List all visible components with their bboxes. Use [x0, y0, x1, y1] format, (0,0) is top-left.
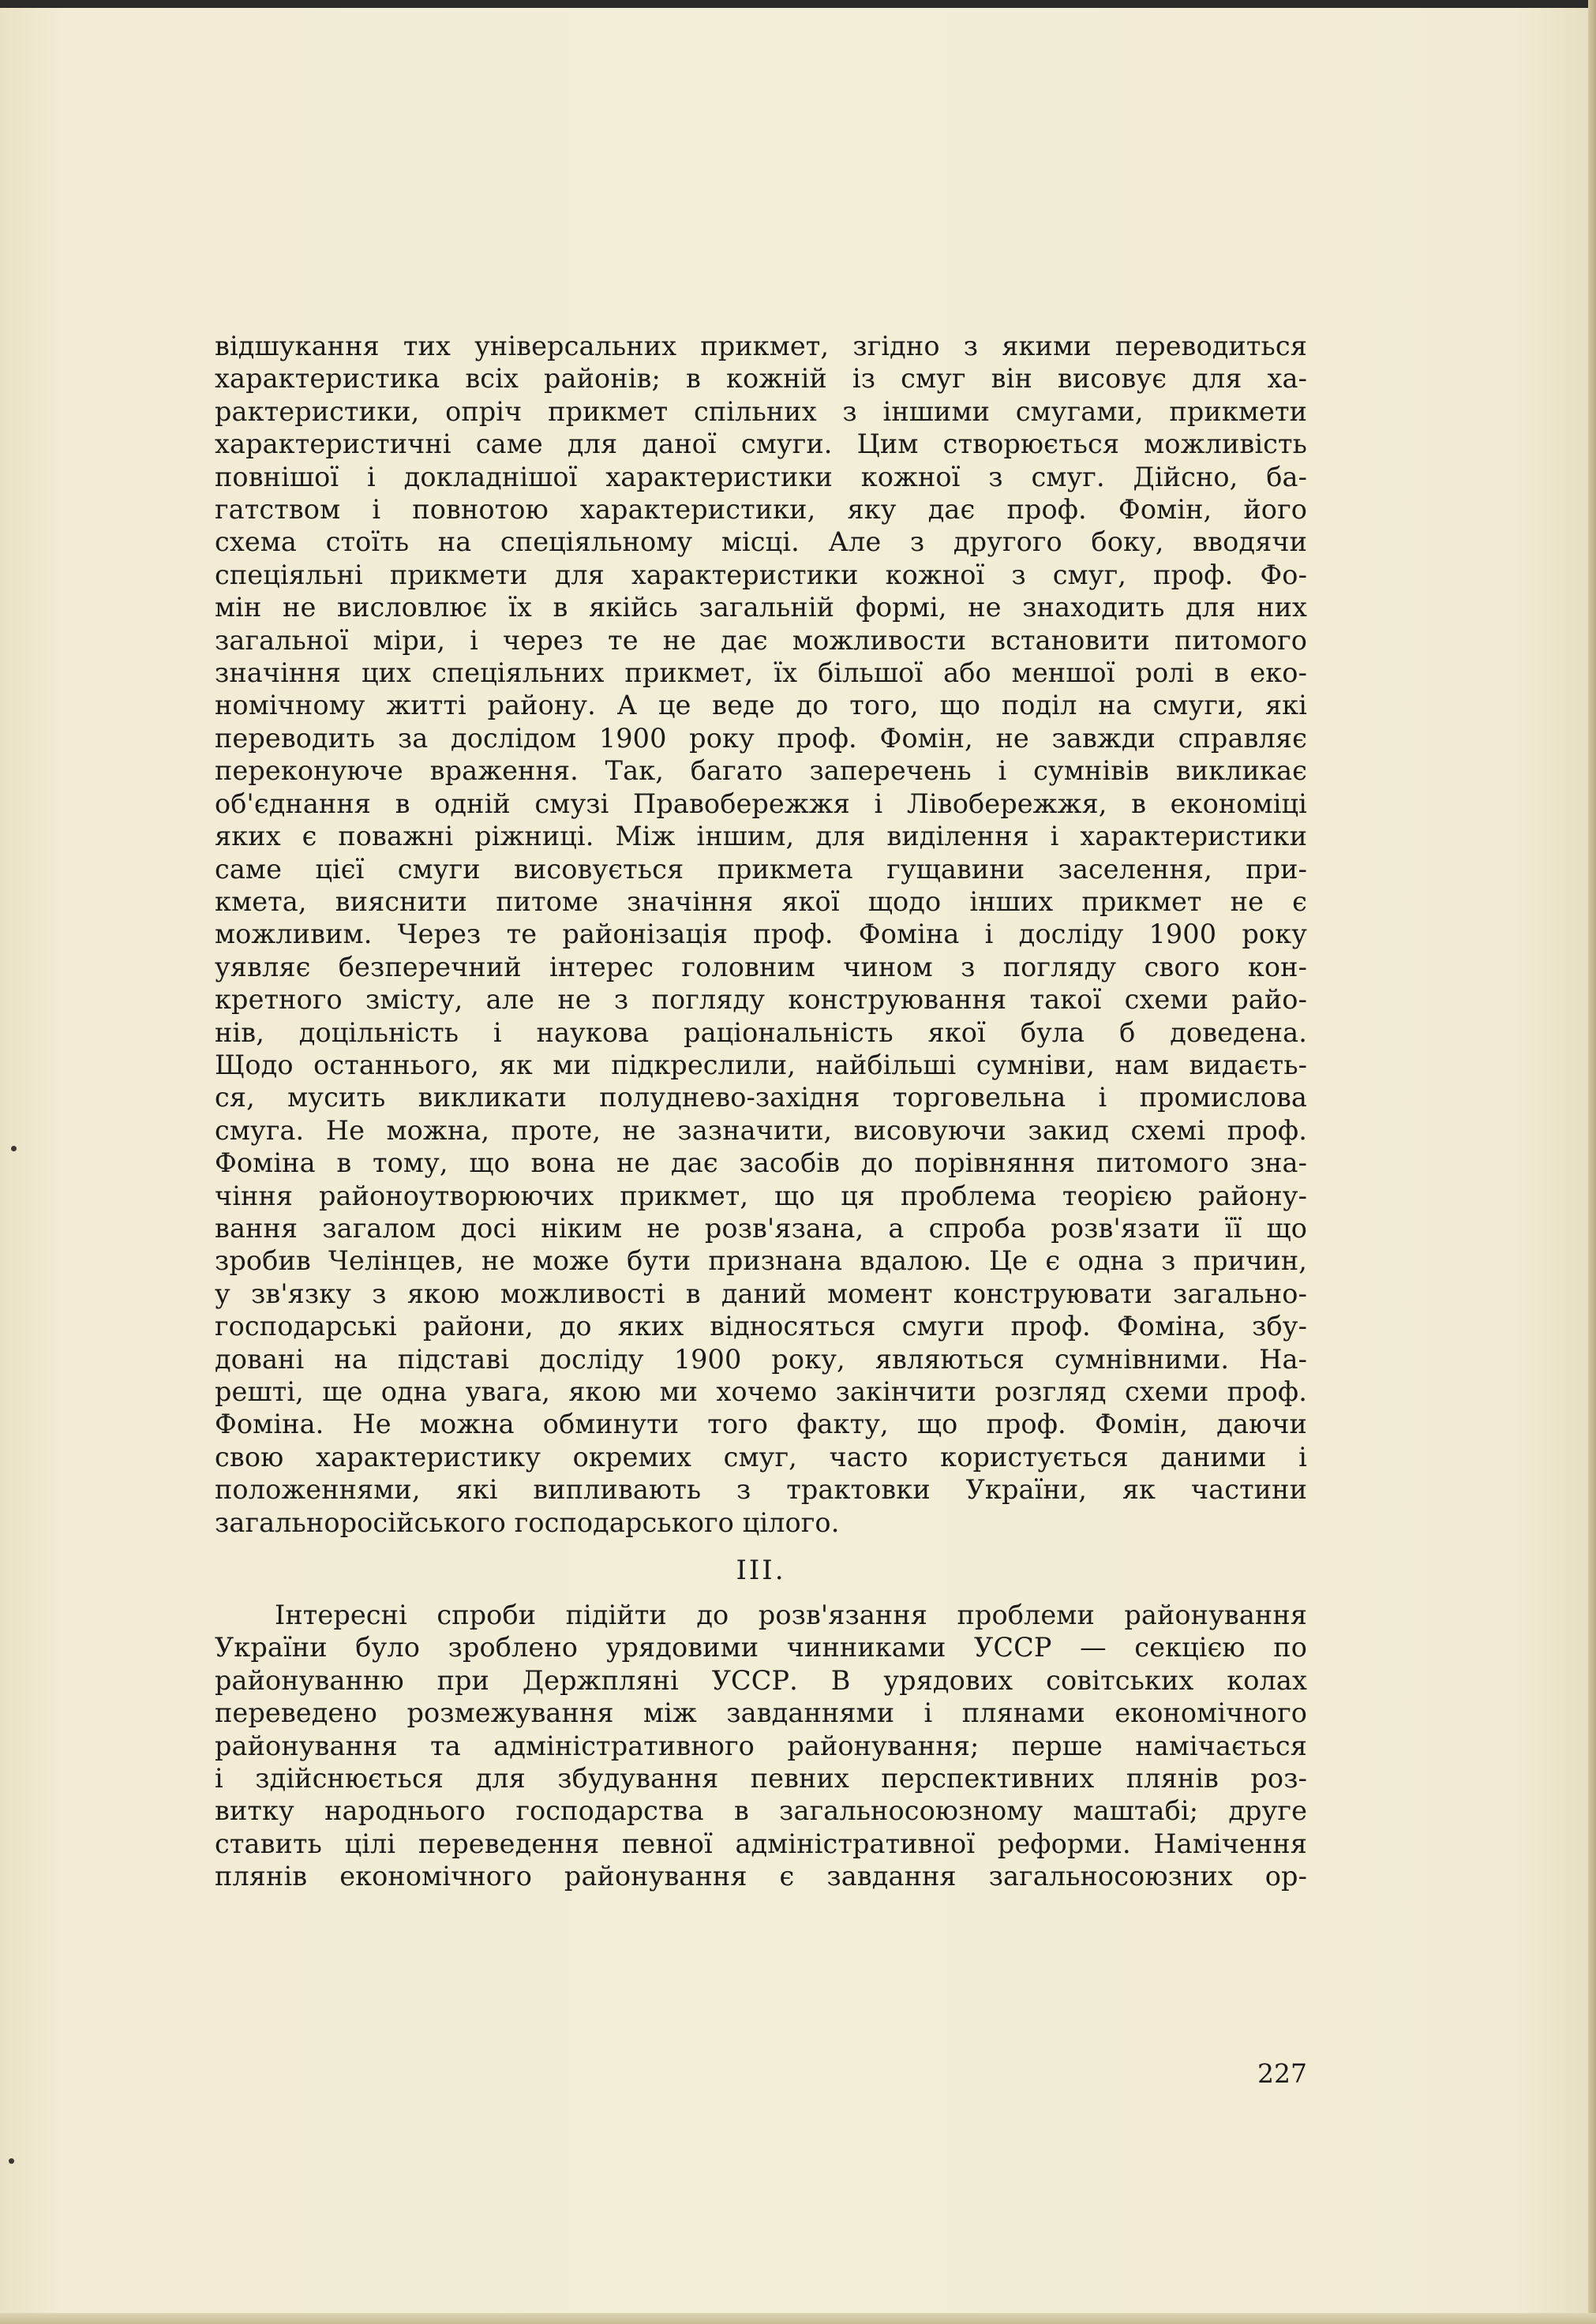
- text-line: схема стоїть на спеціяльному місці. Але з другого боку, вводячи: [215, 526, 1307, 558]
- text-line: Фоміна в тому, що вона не дає засобів до порівняння питомого зна-: [215, 1147, 1307, 1179]
- text-line: витку народнього господарства в загальносоюзному маштабі; друге: [215, 1795, 1307, 1827]
- text-line: загальноросійського господарського цілого.: [215, 1506, 840, 1538]
- text-line: можливим. Через те районізація проф. Фоміна і досліду 1900 року: [215, 919, 1307, 950]
- text-line: характеристичні саме для даної смуги. Цим створюється можливість: [215, 428, 1307, 460]
- text-line: решті, ще одна увага, якою ми хочемо закінчити розгляд схеми проф.: [215, 1376, 1307, 1407]
- text-line: смуга. Не можна, проте, не зазначити, висовуючи закид схемі проф.: [215, 1114, 1307, 1146]
- text-line: у зв'язку з якою можливості в даний момент конструювати загально-: [215, 1278, 1307, 1309]
- text-line: ставить цілі переведення певної адміністративної реформи. Намічення: [215, 1828, 1307, 1859]
- text-line: мін не висловлює їх в якійсь загальній формі, не знаходить для них: [215, 592, 1307, 623]
- text-line: Щодо останнього, як ми підкреслили, найбільші сумніви, нам видаєть-: [215, 1049, 1307, 1080]
- text-line: районуванню при Держпляні УССР. В урядових совітських колах: [215, 1664, 1307, 1696]
- text-line: вання загалом досі ніким не розв'язана, а спроба розв'язати її що: [215, 1212, 1307, 1244]
- scan-bottom-edge: [0, 2313, 1596, 2324]
- text-line: спеціяльні прикмети для характеристики кожної з смуг, проф. Фо-: [215, 559, 1307, 590]
- text-line: рактеристики, опріч прикмет спільних з іншими смугами, прикмети: [215, 395, 1307, 427]
- page-number: 227: [1257, 2058, 1307, 2089]
- text-line: переведено розмежування між завданнями і плянами економічного: [215, 1697, 1307, 1729]
- text-line: уявляє безперечний інтерес головним чином з погляду свого кон-: [215, 951, 1307, 982]
- text-line: довані на підставі досліду 1900 року, являються сумнівними. На-: [215, 1343, 1307, 1375]
- paragraph-2: [215, 1599, 1307, 1893]
- text-line: нів, доцільність і наукова раціональність якої була б доведена.: [215, 1016, 1307, 1048]
- text-line: кмета, вияснити питоме значіння якої щодо інших прикмет не є: [215, 885, 1307, 917]
- text-line: значіння цих спеціяльних прикмет, їх більшої або меншої ролі в еко-: [215, 657, 1307, 689]
- scan-speck: [9, 2158, 14, 2164]
- text-line: переконуюче враження. Так, багато заперечень і сумнівів викликає: [215, 755, 1307, 787]
- text-line: і здійснюється для збудування певних перспективних плянів роз-: [215, 1763, 1307, 1794]
- text-line: яких є поважні ріжниці. Між іншим, для виділення і характеристики: [215, 821, 1307, 852]
- text-line: Інтересні спроби підійти до розв'язання проблеми районування: [275, 1600, 1307, 1631]
- text-line: кретного змісту, але не з погляду конструювання такої схеми райо-: [215, 984, 1307, 1016]
- scan-top-edge: [0, 0, 1596, 8]
- text-line: Фоміна. Не можна обминути того факту, що проф. Фомін, даючи: [215, 1409, 1307, 1440]
- text-line: відшукання тих універсальних прикмет, згідно з якими переводиться: [215, 331, 1307, 361]
- text-line: характеристика всіх районів; в кожній із смуг він висовує для ха-: [215, 363, 1307, 395]
- text-line: положеннями, які випливають з трактовки України, як частини: [215, 1474, 1307, 1506]
- section-heading: III.: [736, 1555, 786, 1587]
- text-line: районування та адміністративного районування; перше намічається: [215, 1730, 1307, 1761]
- text-line: господарські райони, до яких відносяться смуги проф. Фоміна, збу-: [215, 1311, 1307, 1342]
- text-line: номічному житті району. А це веде до того, що поділ на смуги, які: [215, 690, 1307, 721]
- text-line: загальної міри, і через те не дає можливости встановити питомого: [215, 624, 1307, 656]
- scan-speck: [11, 1146, 17, 1151]
- text-line: зробив Челінцев, не може бути признана вдалою. Це є одна з причин,: [215, 1245, 1307, 1277]
- text-line: плянів економічного районування є завдання загальносоюзних ор-: [215, 1861, 1307, 1892]
- text-line: гатством і повнотою характеристики, яку дає проф. Фомін, його: [215, 494, 1307, 526]
- body-text: [215, 330, 1307, 1893]
- text-line: ся, мусить викликати полуднево-західня торговельна і промислова: [215, 1082, 1307, 1113]
- text-line: переводить за дослідом 1900 року проф. Фомін, не завжди справляє: [215, 722, 1307, 754]
- text-line: чіння районоутворюючих прикмет, що ця проблема теорією району-: [215, 1180, 1307, 1211]
- scan-right-edge: [1588, 0, 1596, 2324]
- text-line: об'єднання в одній смузі Правобережжя і Лівобережжя, в економіці: [215, 788, 1307, 819]
- text-line: свою характеристику окремих смуг, часто користується даними і: [215, 1441, 1307, 1473]
- text-line: саме цієї смуги висовується прикмета гущавини заселення, при-: [215, 853, 1307, 885]
- text-line: України було зроблено урядовими чинниками УССР — секцією по: [215, 1632, 1307, 1663]
- text-line: повнішої і докладнішої характеристики кожної з смуг. Дійсно, ба-: [215, 461, 1307, 492]
- paragraph-1: [215, 330, 1307, 1539]
